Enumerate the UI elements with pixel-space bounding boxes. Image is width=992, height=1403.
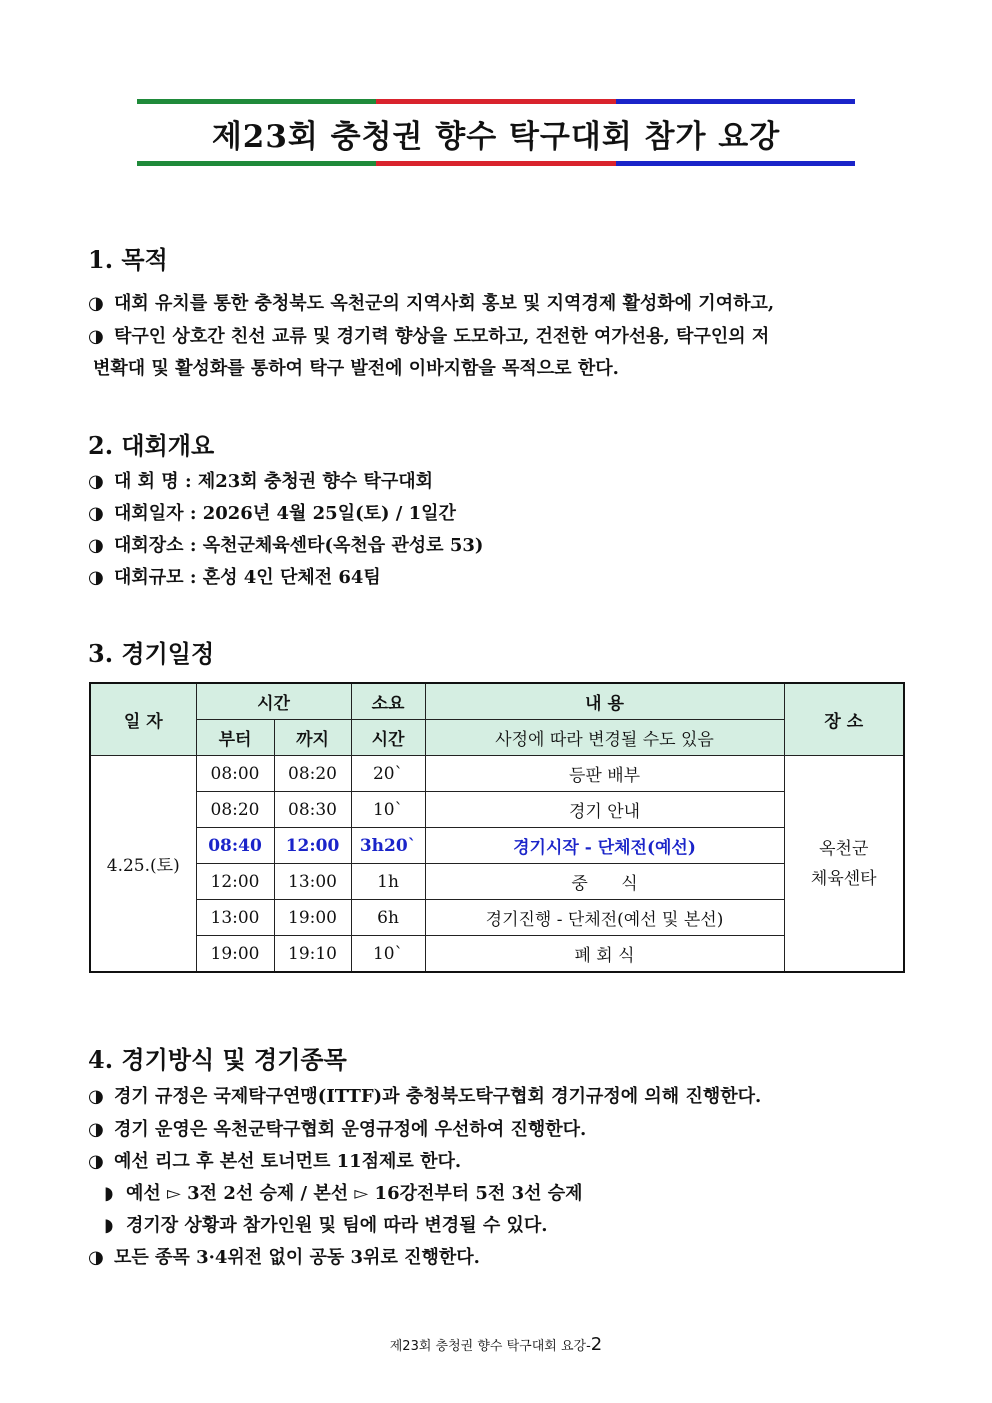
- row-to: 08:20: [274, 756, 351, 792]
- footer-text: 제23회 충청권 향수 탁구대회 요강-: [389, 1339, 591, 1354]
- overview-item: ◑ 대회일자 : 2026년 4월 25일(토) / 1일간: [88, 503, 456, 524]
- row-from: 12:00: [196, 864, 274, 900]
- row-duration: 1h: [351, 864, 425, 900]
- row-to: 08:30: [274, 792, 351, 828]
- row-from: 13:00: [196, 900, 274, 936]
- row-from: 08:00: [196, 756, 274, 792]
- table-row: [90, 756, 904, 792]
- row-from: 19:00: [196, 936, 274, 973]
- header-place: 장 소: [784, 683, 904, 756]
- header-duration-line2: 시간: [351, 720, 425, 756]
- schedule-place: 옥천군 체육센타: [784, 756, 904, 973]
- table-row: [90, 900, 904, 936]
- page-title: 제23회 충청권 향수 탁구대회 참가 요강: [211, 119, 781, 155]
- half-circle-bullet-icon: ◑: [88, 1086, 104, 1107]
- page-footer: [0, 1334, 992, 1355]
- half-circle-bullet-icon: ◑: [88, 535, 104, 556]
- schedule-date: 4.25.(토): [90, 756, 196, 973]
- half-circle-bullet-icon: ◑: [88, 471, 104, 492]
- section-heading-overview: 2. 대회개요: [88, 431, 215, 460]
- row-duration: 10`: [351, 936, 425, 973]
- row-to: 19:00: [274, 900, 351, 936]
- row-content: 중 식: [425, 864, 784, 900]
- header-content-line1: 내 용: [425, 683, 784, 720]
- row-duration: 6h: [351, 900, 425, 936]
- header-date: 일 자: [90, 683, 196, 756]
- row-content: 경기 안내: [425, 792, 784, 828]
- half-circle-bullet-icon: ◑: [88, 1151, 104, 1172]
- row-to: 13:00: [274, 864, 351, 900]
- method-line: ◑ 경기 운영은 옥천군탁구협회 운영규정에 우선하여 진행한다.: [88, 1119, 587, 1140]
- table-row: [90, 936, 904, 973]
- row-duration: 10`: [351, 792, 425, 828]
- table-row: [90, 864, 904, 900]
- title-bottom-bar: [137, 161, 855, 166]
- half-circle-bullet-icon: ◑: [88, 1247, 104, 1268]
- row-content: 경기진행 - 단체전(예선 및 본선): [425, 900, 784, 936]
- half-circle-bullet-icon: ◑: [88, 293, 104, 314]
- half-circle-bullet-icon: ◑: [88, 503, 104, 524]
- section-heading-method: 4. 경기방식 및 경기종목: [88, 1045, 347, 1074]
- row-from: 08:40: [196, 828, 274, 864]
- row-content: 폐 회 식: [425, 936, 784, 973]
- half-circle-bullet-icon: ◑: [88, 326, 104, 347]
- half-circle-bullet-icon: ◑: [88, 567, 104, 588]
- title-block: [137, 99, 855, 167]
- row-duration: 20`: [351, 756, 425, 792]
- section-heading-purpose: 1. 목적: [88, 245, 168, 274]
- method-subline: ◗ 예선 ▻ 3전 2선 승제 / 본선 ▻ 16강전부터 5전 3선 승제: [104, 1183, 583, 1204]
- purpose-line-1: ◑ 대회 유치를 통한 충청북도 옥천군의 지역사회 홍보 및 지역경제 활성화에 기여하고,: [88, 293, 775, 314]
- page-number: 2: [590, 1334, 603, 1355]
- schedule-table: [89, 682, 905, 973]
- method-subline: ◗ 경기장 상황과 참가인원 및 팀에 따라 변경될 수 있다.: [104, 1215, 548, 1236]
- method-line: ◑ 경기 규정은 국제탁구연맹(ITTF)과 충청북도탁구협회 경기규정에 의해 진행한다.: [88, 1086, 762, 1107]
- overview-item: ◑ 대 회 명 : 제23회 충청권 향수 탁구대회: [88, 471, 433, 492]
- half-circle-sub-bullet-icon: ◗: [104, 1215, 114, 1236]
- row-content: 등판 배부: [425, 756, 784, 792]
- method-line: ◑ 예선 리그 후 본선 토너먼트 11점제로 한다.: [88, 1151, 462, 1172]
- title-top-bar: [137, 99, 855, 104]
- purpose-line-2: ◑ 탁구인 상호간 친선 교류 및 경기력 향상을 도모하고, 건전한 여가선용, 탁구인의 저: [88, 326, 770, 347]
- section-heading-schedule: 3. 경기일정: [88, 639, 215, 668]
- header-from: 부터: [196, 720, 274, 756]
- half-circle-sub-bullet-icon: ◗: [104, 1183, 114, 1204]
- header-time: 시간: [196, 683, 351, 720]
- row-duration: 3h20`: [351, 828, 425, 864]
- overview-item: ◑ 대회장소 : 옥천군체육센타(옥천읍 관성로 53): [88, 535, 484, 556]
- overview-item: ◑ 대회규모 : 혼성 4인 단체전 64팀: [88, 567, 381, 588]
- table-row-highlight: [90, 828, 904, 864]
- header-duration-line1: 소요: [351, 683, 425, 720]
- row-from: 08:20: [196, 792, 274, 828]
- method-line: ◑ 모든 종목 3·4위전 없이 공동 3위로 진행한다.: [88, 1247, 480, 1268]
- header-content-line2: 사정에 따라 변경될 수도 있음: [425, 720, 784, 756]
- row-content: 경기시작 - 단체전(예선): [425, 828, 784, 864]
- purpose-line-3: 변확대 및 활성화를 통하여 탁구 발전에 이바지함을 목적으로 한다.: [93, 358, 619, 379]
- header-to: 까지: [274, 720, 351, 756]
- row-to: 12:00: [274, 828, 351, 864]
- row-to: 19:10: [274, 936, 351, 973]
- table-row: [90, 792, 904, 828]
- half-circle-bullet-icon: ◑: [88, 1119, 104, 1140]
